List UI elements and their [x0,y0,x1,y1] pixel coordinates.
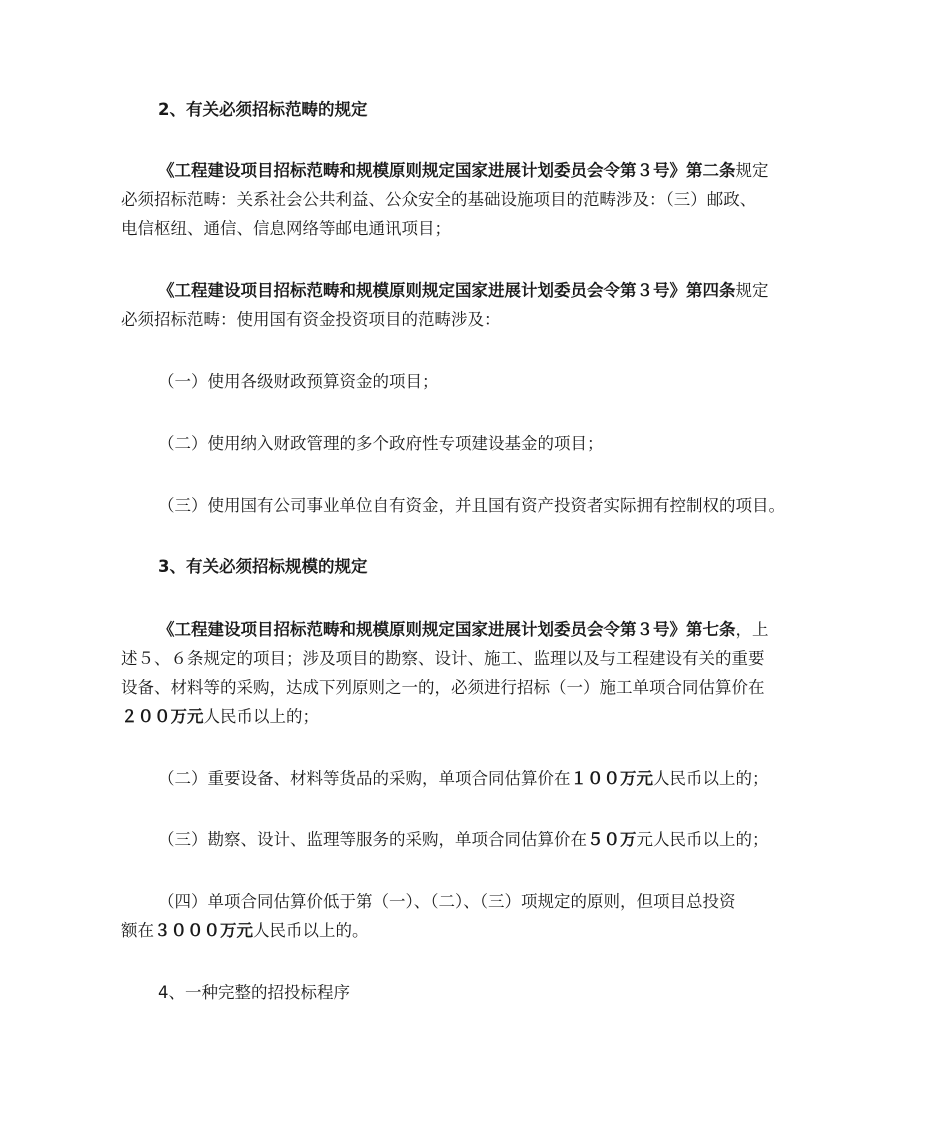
paragraph-text: 设备、材料等的采购，达成下列原则之一的，必须进行招标（一）施工单项合同估算价在 [121,678,765,697]
paragraph-line [121,917,833,946]
paragraph-text: 人民币以上的。 [253,921,369,940]
paragraph-line [121,616,870,645]
list-item [121,368,870,397]
paragraph-line [121,674,833,703]
regulation-citation: 《工程建设项目招标范畴和规模原则规定国家进展计划委员会令第３号》第七条 [158,620,736,639]
list-item-text: 人民币以上的； [653,769,769,788]
section-heading-4 [121,979,870,1008]
paragraph-text: 人民币以上的； [203,707,319,726]
list-item [121,430,870,459]
list-item-text: （三）使用国有公司事业单位自有资金，并且国有资产投资者实际拥有控制权的项目。 [158,496,785,515]
list-item-text: （二）重要设备、材料等货品的采购，单项合同估算价在 [158,769,571,788]
list-item [121,765,870,794]
paragraph-line [121,703,833,732]
paragraph-text: 额在 [121,921,154,940]
amount-text: ５０万 [587,830,637,849]
list-item [121,826,870,855]
section-heading-2-text: 2、有关必须招标范畴的规定 [158,100,368,119]
list-item [121,492,870,521]
list-item-text: （三）勘察、设计、监理等服务的采购，单项合同估算价在 [158,830,587,849]
paragraph-text: 必须招标范畴：关系社会公共利益、公众安全的基础设施项目的范畴涉及：（三）邮政、 [121,190,757,209]
section-heading-2 [121,96,870,125]
list-item-text: 元人民币以上的； [636,830,769,849]
paragraph-line [121,306,833,335]
section-heading-3-text: 3、有关必须招标规模的规定 [158,557,368,576]
regulation-citation: 《工程建设项目招标范畴和规模原则规定国家进展计划委员会令第３号》第二条 [158,161,736,180]
paragraph-text: 必须招标范畴：使用国有资金投资项目的范畴涉及： [121,310,501,329]
amount-text: ２００万元 [121,707,204,726]
list-item-text: （二）使用纳入财政管理的多个政府性专项建设基金的项目； [158,434,604,453]
paragraph-line [121,186,833,215]
paragraph-text: 述５、６条规定的项目；涉及项目的勘察、设计、施工、监理以及与工程建设有关的重要 [121,649,765,668]
paragraph-text: 电信枢纽、通信、信息网络等邮电通讯项目； [121,219,451,238]
paragraph-line [121,215,833,244]
regulation-citation: 《工程建设项目招标范畴和规模原则规定国家进展计划委员会令第３号》第四条 [158,281,736,300]
paragraph-line [121,277,870,306]
section-heading-3 [121,553,870,582]
paragraph-text: 规定 [735,161,769,180]
paragraph-text: 规定 [735,281,769,300]
amount-text: １００万元 [570,769,653,788]
paragraph-line [121,157,870,186]
paragraph-line [121,645,833,674]
section-heading-4-text: 4、一种完整的招投标程序 [158,983,350,1002]
amount-text: ３０００万元 [154,921,253,940]
paragraph-line [121,888,870,917]
list-item-text: （四）单项合同估算价低于第（一）、（二）、（三）项规定的原则，但项目总投资 [158,892,736,911]
list-item-text: （一）使用各级财政预算资金的项目； [158,372,439,391]
paragraph-text: ，上 [735,620,769,639]
